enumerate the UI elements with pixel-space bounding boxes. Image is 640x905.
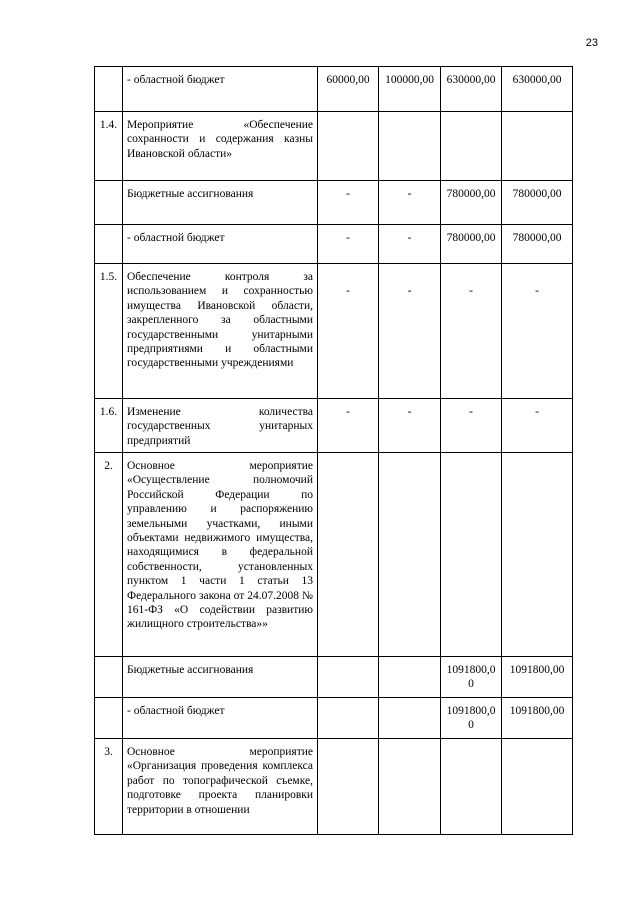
value-cell	[441, 112, 502, 181]
value-cell	[318, 698, 379, 739]
value-cell: -	[318, 399, 379, 453]
value-cell: -	[379, 399, 441, 453]
value-cell: 1091800,00	[441, 698, 502, 739]
value-cell: 780000,00	[502, 181, 573, 225]
table-row	[95, 181, 573, 225]
value-cell	[379, 739, 441, 835]
value-cell	[318, 739, 379, 835]
value-cell: 100000,00	[379, 67, 441, 112]
table-row	[95, 264, 573, 399]
value-cell	[318, 453, 379, 657]
value-cell: -	[379, 181, 441, 225]
row-description: - областной бюджет	[123, 225, 318, 264]
table-row	[95, 657, 573, 698]
value-cell: 1091800,00	[441, 657, 502, 698]
value-cell: 780000,00	[441, 225, 502, 264]
row-number: 1.5.	[95, 264, 123, 399]
value-cell	[379, 657, 441, 698]
row-description: - областной бюджет	[123, 698, 318, 739]
row-number	[95, 181, 123, 225]
value-cell	[318, 112, 379, 181]
table-row	[95, 399, 573, 453]
value-cell: -	[441, 264, 502, 399]
value-cell: -	[379, 264, 441, 399]
row-number	[95, 225, 123, 264]
value-cell: 630000,00	[441, 67, 502, 112]
row-number: 1.6.	[95, 399, 123, 453]
row-number: 2.	[95, 453, 123, 657]
table-row	[95, 112, 573, 181]
value-cell: -	[318, 181, 379, 225]
value-cell: -	[502, 264, 573, 399]
value-cell	[502, 112, 573, 181]
value-cell	[502, 453, 573, 657]
value-cell: 630000,00	[502, 67, 573, 112]
table-row	[95, 739, 573, 835]
value-cell	[318, 657, 379, 698]
page-number: 23	[585, 37, 598, 49]
value-cell: -	[379, 225, 441, 264]
value-cell	[379, 453, 441, 657]
table-row	[95, 67, 573, 112]
value-cell	[379, 698, 441, 739]
value-cell	[441, 453, 502, 657]
value-cell: -	[318, 264, 379, 399]
row-description: Бюджетные ассигнования	[123, 657, 318, 698]
row-number	[95, 657, 123, 698]
row-description: Бюджетные ассигнования	[123, 181, 318, 225]
value-cell	[441, 739, 502, 835]
value-cell: 1091800,00	[502, 657, 573, 698]
table-row	[95, 698, 573, 739]
value-cell: -	[441, 399, 502, 453]
row-number	[95, 698, 123, 739]
table-row	[95, 453, 573, 657]
row-description: Изменение количества государственных унитарных предприятий	[123, 399, 318, 453]
budget-table	[94, 66, 573, 835]
value-cell: 780000,00	[502, 225, 573, 264]
row-description: Мероприятие «Обеспечение сохранности и содержания казны Ивановской области»	[123, 112, 318, 181]
row-number: 1.4.	[95, 112, 123, 181]
value-cell: -	[502, 399, 573, 453]
row-description: Обеспечение контроля за использованием и сохранностью имущества Ивановской области, закрепленного за областными государственными унитарными предприятиями и областными государственными учреждениями	[123, 264, 318, 399]
row-description: - областной бюджет	[123, 67, 318, 112]
row-description: Основное мероприятие «Осуществление полномочий Российской Федерации по управлению и распоряжению земельными участками, иными объектами недвижимого имущества, находящимися в федеральной собственности, установленных пунктом 1 части 1 статьи 13 Федерального закона от 24.07.2008 № 161-ФЗ «О содействии развитию жилищного строительства»»	[123, 453, 318, 657]
value-cell: 780000,00	[441, 181, 502, 225]
value-cell: 60000,00	[318, 67, 379, 112]
row-number	[95, 67, 123, 112]
value-cell	[502, 739, 573, 835]
value-cell	[379, 112, 441, 181]
row-description: Основное мероприятие «Организация проведения комплекса работ по топографической съемке, подготовке проекта планировки территории в отношении	[123, 739, 318, 835]
table-row	[95, 225, 573, 264]
value-cell: -	[318, 225, 379, 264]
value-cell: 1091800,00	[502, 698, 573, 739]
row-number: 3.	[95, 739, 123, 835]
